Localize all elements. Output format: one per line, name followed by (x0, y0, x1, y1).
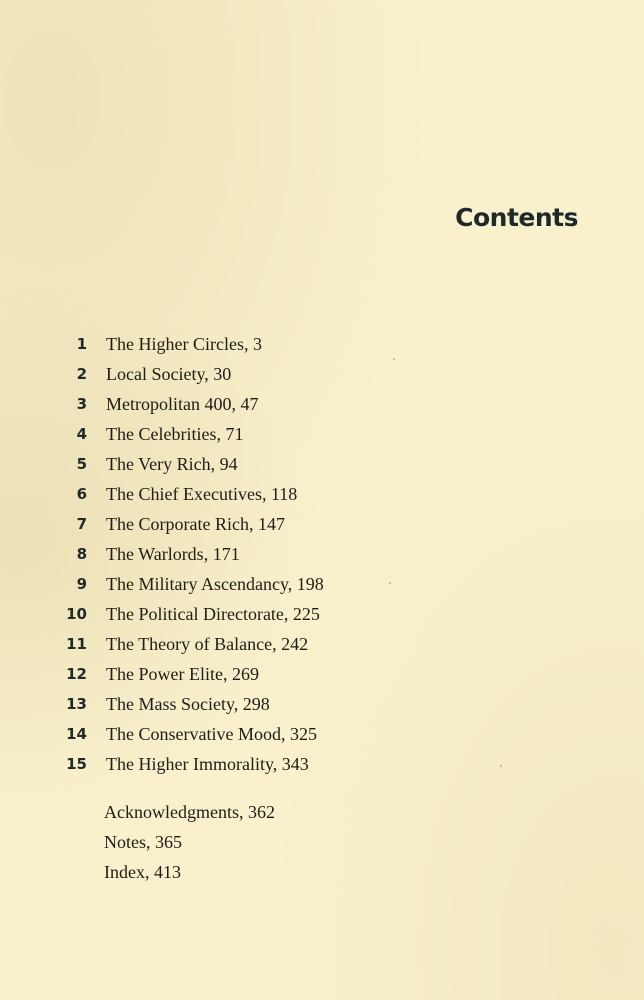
chapter-title: The Political Directorate, 225 (106, 604, 320, 624)
chapter-title: The Conservative Mood, 325 (106, 724, 317, 744)
chapter-number: 12 (66, 665, 87, 683)
chapter-number: 9 (76, 575, 87, 593)
chapter-title: The Chief Executives, 118 (106, 484, 298, 504)
chapter-title: The Higher Immorality, 343 (106, 754, 309, 774)
acknowledgments-entry: Acknowledgments, 362 (104, 802, 275, 822)
chapter-number: 8 (76, 545, 87, 563)
notes-entry: Notes, 365 (104, 832, 182, 852)
chapter-entry (0, 479, 644, 509)
chapter-entry (0, 449, 644, 479)
chapter-entry (0, 389, 644, 419)
back-matter-entry (0, 827, 644, 857)
chapter-entry (0, 719, 644, 749)
contents-heading: Contents (455, 203, 578, 232)
chapter-entry (0, 749, 644, 779)
chapter-entry (0, 329, 644, 359)
chapter-entry (0, 599, 644, 629)
chapter-title: The Celebrities, 71 (106, 424, 244, 444)
chapter-list (0, 329, 644, 779)
chapter-number: 15 (66, 755, 87, 773)
paper-speck (500, 765, 502, 767)
paper-speck (393, 358, 395, 360)
chapter-title: Metropolitan 400, 47 (106, 394, 259, 414)
paper-speck (389, 582, 391, 584)
back-matter-entry (0, 797, 644, 827)
chapter-number: 2 (76, 365, 87, 383)
chapter-entry (0, 629, 644, 659)
back-matter-entry (0, 857, 644, 887)
chapter-title: The Very Rich, 94 (106, 454, 238, 474)
chapter-number: 10 (66, 605, 87, 623)
chapter-number: 5 (76, 455, 87, 473)
chapter-number: 11 (66, 635, 87, 653)
chapter-entry (0, 359, 644, 389)
chapter-entry (0, 419, 644, 449)
chapter-title: The Mass Society, 298 (106, 694, 270, 714)
chapter-number: 1 (76, 335, 87, 353)
chapter-title: The Corporate Rich, 147 (106, 514, 285, 534)
chapter-number: 7 (76, 515, 87, 533)
chapter-entry (0, 539, 644, 569)
chapter-number: 3 (76, 395, 87, 413)
chapter-entry (0, 659, 644, 689)
chapter-title: The Power Elite, 269 (106, 664, 259, 684)
chapter-entry (0, 569, 644, 599)
chapter-number: 13 (66, 695, 87, 713)
chapter-title: Local Society, 30 (106, 364, 232, 384)
chapter-entry (0, 509, 644, 539)
chapter-title: The Warlords, 171 (106, 544, 240, 564)
chapter-title: The Military Ascendancy, 198 (106, 574, 324, 594)
chapter-number: 14 (66, 725, 87, 743)
chapter-number: 6 (76, 485, 87, 503)
chapter-title: The Theory of Balance, 242 (106, 634, 309, 654)
index-entry: Index, 413 (104, 862, 181, 882)
back-matter-list (0, 797, 644, 887)
chapter-title: The Higher Circles, 3 (106, 334, 262, 354)
chapter-number: 4 (76, 425, 87, 443)
chapter-entry (0, 689, 644, 719)
